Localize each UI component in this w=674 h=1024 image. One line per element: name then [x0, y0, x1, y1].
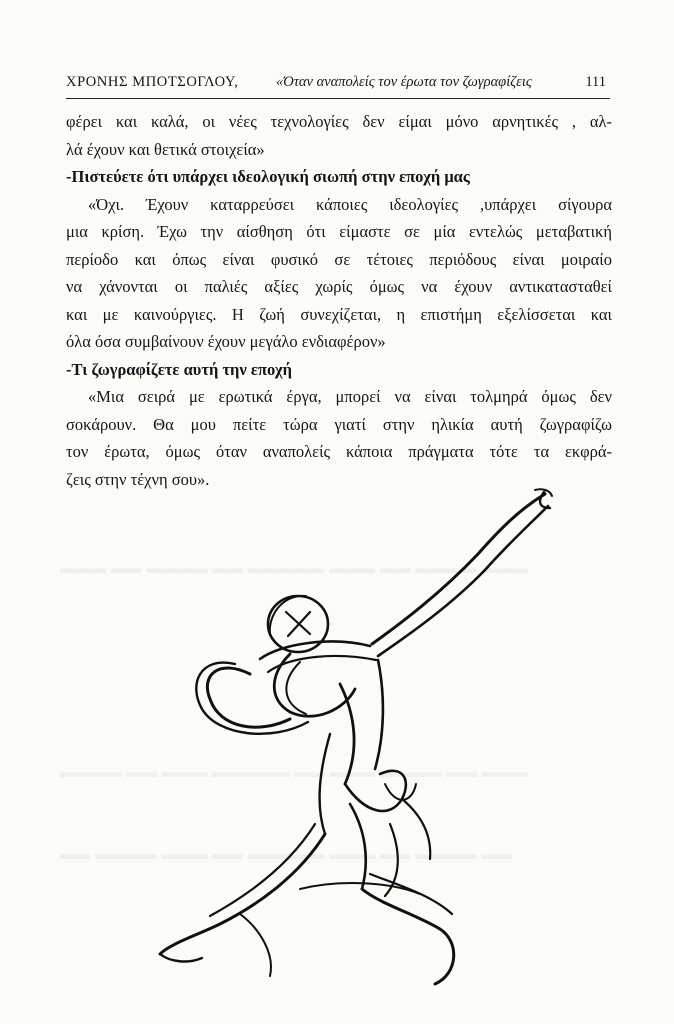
bleed-through-decoration: ▬▬▬ ▬▬ ▬▬▬▬ ▬▬ ▬▬▬▬▬ ▬▬▬ ▬▬ ▬▬▬▬ ▬▬▬ — [60, 561, 528, 577]
header-author: ΧΡΟΝΗΣ ΜΠΟΤΣΟΓΛΟΥ, — [66, 74, 239, 90]
paragraph-line: φέρει και καλά, οι νέες τεχνολογίες δεν είμαι μόνο αρνητικές , αλ- — [66, 112, 612, 131]
paragraph-line: σοκάρουν. Θα μου πείτε τώρα γιατί στην ηλικία αυτή ζωγραφίζω — [66, 414, 612, 434]
paragraph-line: τον έρωτα, όμως όταν αναπολείς κάποια πράγματα τότε τα εκφρά- — [66, 442, 612, 461]
paragraph-line: περίοδο και όπως είναι φυσικό σε τέτοιες περιόδους είναι μοιραίο — [66, 249, 612, 269]
paragraph-line: και με καινούργιες. Η ζωή συνεχίζεται, η επιστήμη εξελίσσεται και — [66, 304, 612, 324]
paragraph-line: να χάνονται οι παλιές αξίες χωρίς όμως να έχουν αντικατασταθεί — [66, 277, 612, 296]
interview-question: -Τι ζωγραφίζετε αυτή την εποχή — [66, 359, 293, 379]
paragraph-line: όλα όσα συμβαίνουν έχουν μεγάλο ενδιαφέρον» — [66, 332, 386, 351]
interview-question: -Πιστεύετε ότι υπάρχει ιδεολογική σιωπή στην εποχή μας — [66, 167, 470, 186]
bleed-through-decoration: ▬▬ ▬▬▬▬ ▬▬▬ ▬▬ ▬▬▬▬▬ ▬▬▬ ▬▬ ▬▬▬▬ ▬▬ — [60, 847, 513, 863]
paragraph-line: λά έχουν και θετικά στοιχεία» — [66, 139, 265, 159]
running-header — [66, 72, 610, 99]
page-number: 111 — [585, 74, 606, 90]
paragraph-line: ζεις στην τέχνη σου». — [66, 469, 210, 489]
header-title: «Όταν αναπολείς τον έρωτα τον ζωγραφίζεις — [276, 74, 532, 90]
bleed-through-decoration: ▬▬▬▬ ▬▬ ▬▬▬ ▬▬▬▬▬ ▬▬ ▬▬▬ ▬▬▬▬ ▬▬ ▬▬▬ — [60, 765, 528, 781]
paragraph-line: μια κρίση. Έχω την αίσθηση ότι είμαστε σε μία εντελώς μεταβατική — [66, 222, 612, 241]
paragraph-line: «Όχι. Έχουν καταρρεύσει κάποιες ιδεολογίες ,υπάρχει σίγουρα — [88, 194, 612, 214]
article-body — [66, 108, 612, 493]
ink-sketch-dancing-figure-icon — [140, 484, 560, 994]
paragraph-line: «Μια σειρά με ερωτικά έργα, μπορεί να είναι τολμηρά όμως δεν — [88, 387, 612, 406]
